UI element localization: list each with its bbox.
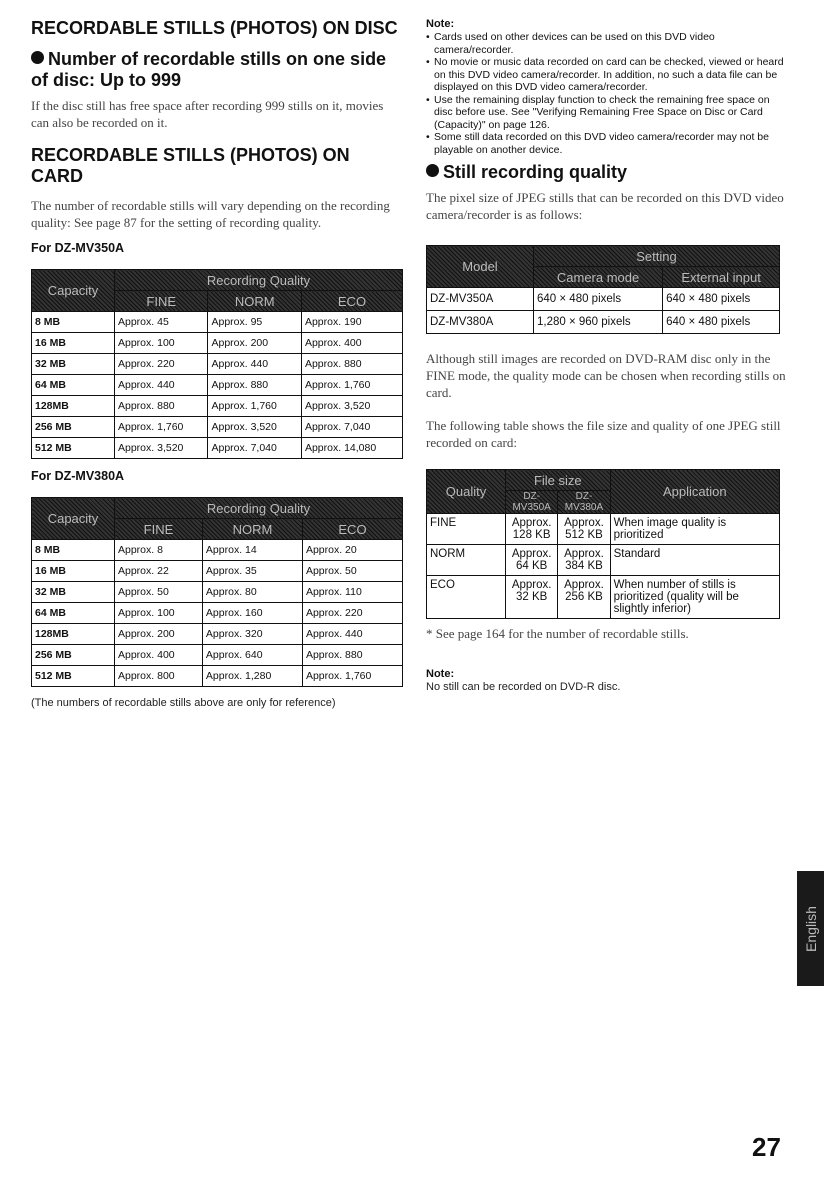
page-number: 27 [752, 1132, 781, 1162]
table-row: 32 MB Approx. 220 Approx. 440 Approx. 880 [32, 354, 403, 375]
bullet-dot-icon [31, 51, 44, 64]
table-intro-text: The following table shows the file size and quality of one JPEG still recorded on card: [426, 418, 781, 450]
table-row: NORM Approx. 64 KB Approx. 384 KB Standard [427, 545, 780, 576]
table-row: 16 MB Approx. 22 Approx. 35 Approx. 50 [32, 561, 403, 582]
table1-label: For DZ-MV350A [31, 241, 125, 255]
table-header-external: External input [663, 267, 780, 288]
reference-note: (The numbers of recordable stills above are only for reference) [31, 697, 336, 709]
table-header-eco: ECO [302, 519, 402, 540]
disc-section-title: RECORDABLE STILLS (PHOTOS) ON DISC [31, 18, 398, 38]
table-header-filesize: File size [506, 470, 611, 491]
file-size-table [426, 469, 780, 619]
table-header-quality: Recording Quality [115, 270, 403, 291]
table-header-quality: Recording Quality [115, 498, 403, 519]
language-tab-label: English [802, 905, 819, 952]
footnote: * See page 164 for the number of recordable stills. [426, 626, 689, 641]
quality-text: The pixel size of JPEG stills that can be recorded on this DVD video camera/recorder is as follows: [426, 190, 784, 222]
note-item: • No movie or music data recorded on card can be checked, viewed or heard on this DVD video camera/recorder. In addition, no such a data file can be displayed on this DVD video camera/recorder. [426, 56, 786, 94]
table-header-model: Model [427, 246, 534, 288]
capacity-table-mv350a [31, 269, 403, 459]
right-column [426, 18, 786, 694]
table-row: DZ-MV380A 1,280 × 960 pixels 640 × 480 pixels [427, 311, 780, 334]
table-header-fine: FINE [115, 291, 208, 312]
table-row: 16 MB Approx. 100 Approx. 200 Approx. 400 [32, 333, 403, 354]
table-row: ECO Approx. 32 KB Approx. 256 KB When number of stills is prioritized (quality will be slightly inferior) [427, 576, 780, 619]
note-item: • Use the remaining display function to check the remaining free space on disc before use. See "Verifying Remaining Free Space on Disc or Card (Capacity)" on page 126. [426, 94, 786, 132]
table-header-fine: FINE [115, 519, 203, 540]
left-column [31, 18, 403, 710]
table-header-application: Application [610, 470, 779, 514]
table-row: FINE Approx. 128 KB Approx. 512 KB When image quality is prioritized [427, 514, 780, 545]
table-header-setting: Setting [534, 246, 780, 267]
dvdram-text: Although still images are recorded on DVD-RAM disc only in the FINE mode, the quality mode can be chosen when recording stills on card. [426, 351, 786, 400]
table-header-mv350a: DZ-MV350A [506, 491, 558, 514]
table-header-norm: NORM [202, 519, 302, 540]
table-header-norm: NORM [208, 291, 301, 312]
quality-subhead: Still recording quality [426, 162, 786, 183]
card-section-title: RECORDABLE STILLS (PHOTOS) ON CARD [31, 145, 350, 186]
table-row: 128MB Approx. 200 Approx. 320 Approx. 440 [32, 624, 403, 645]
table-header-camera: Camera mode [534, 267, 663, 288]
table-row: 8 MB Approx. 8 Approx. 14 Approx. 20 [32, 540, 403, 561]
table-header-capacity: Capacity [32, 270, 115, 312]
disc-stills-subhead: Number of recordable stills on one side of disc: Up to 999 [31, 49, 387, 90]
table-row: 32 MB Approx. 50 Approx. 80 Approx. 110 [32, 582, 403, 603]
table-header-quality: Quality [427, 470, 506, 514]
pixel-size-table [426, 245, 780, 334]
table-row: 512 MB Approx. 800 Approx. 1,280 Approx. 1,760 [32, 666, 403, 687]
table-row: 64 MB Approx. 440 Approx. 880 Approx. 1,760 [32, 375, 403, 396]
language-side-tab [797, 871, 824, 986]
note2-label: Note: [426, 668, 455, 680]
table-row: 128MB Approx. 880 Approx. 1,760 Approx. 3,520 [32, 396, 403, 417]
table-row: 64 MB Approx. 100 Approx. 160 Approx. 220 [32, 603, 403, 624]
note-label: Note: [426, 18, 455, 30]
table-row: DZ-MV350A 640 × 480 pixels 640 × 480 pixels [427, 288, 780, 311]
disc-text: If the disc still has free space after recording 999 stills on it, movies can also be recorded on it. [31, 98, 384, 130]
note-item: • Some still data recorded on this DVD video camera/recorder may not be playable on another device. [426, 131, 786, 156]
note-item: • Cards used on other devices can be used on this DVD video camera/recorder. [426, 31, 786, 56]
notes-list [426, 31, 786, 156]
table-header-mv380a: DZ-MV380A [558, 491, 610, 514]
capacity-table-mv380a [31, 497, 403, 687]
bullet-dot-icon [426, 164, 439, 177]
table-row: 256 MB Approx. 400 Approx. 640 Approx. 880 [32, 645, 403, 666]
table-row: 8 MB Approx. 45 Approx. 95 Approx. 190 [32, 312, 403, 333]
note2-text: No still can be recorded on DVD-R disc. [426, 681, 621, 693]
table-row: 512 MB Approx. 3,520 Approx. 7,040 Approx. 14,080 [32, 438, 403, 459]
card-text: The number of recordable stills will vary depending on the recording quality: See page 87 for the setting of recording quality. [31, 198, 390, 230]
table2-label: For DZ-MV380A [31, 469, 125, 483]
table-header-eco: ECO [301, 291, 402, 312]
table-row: 256 MB Approx. 1,760 Approx. 3,520 Approx. 7,040 [32, 417, 403, 438]
table-header-capacity: Capacity [32, 498, 115, 540]
